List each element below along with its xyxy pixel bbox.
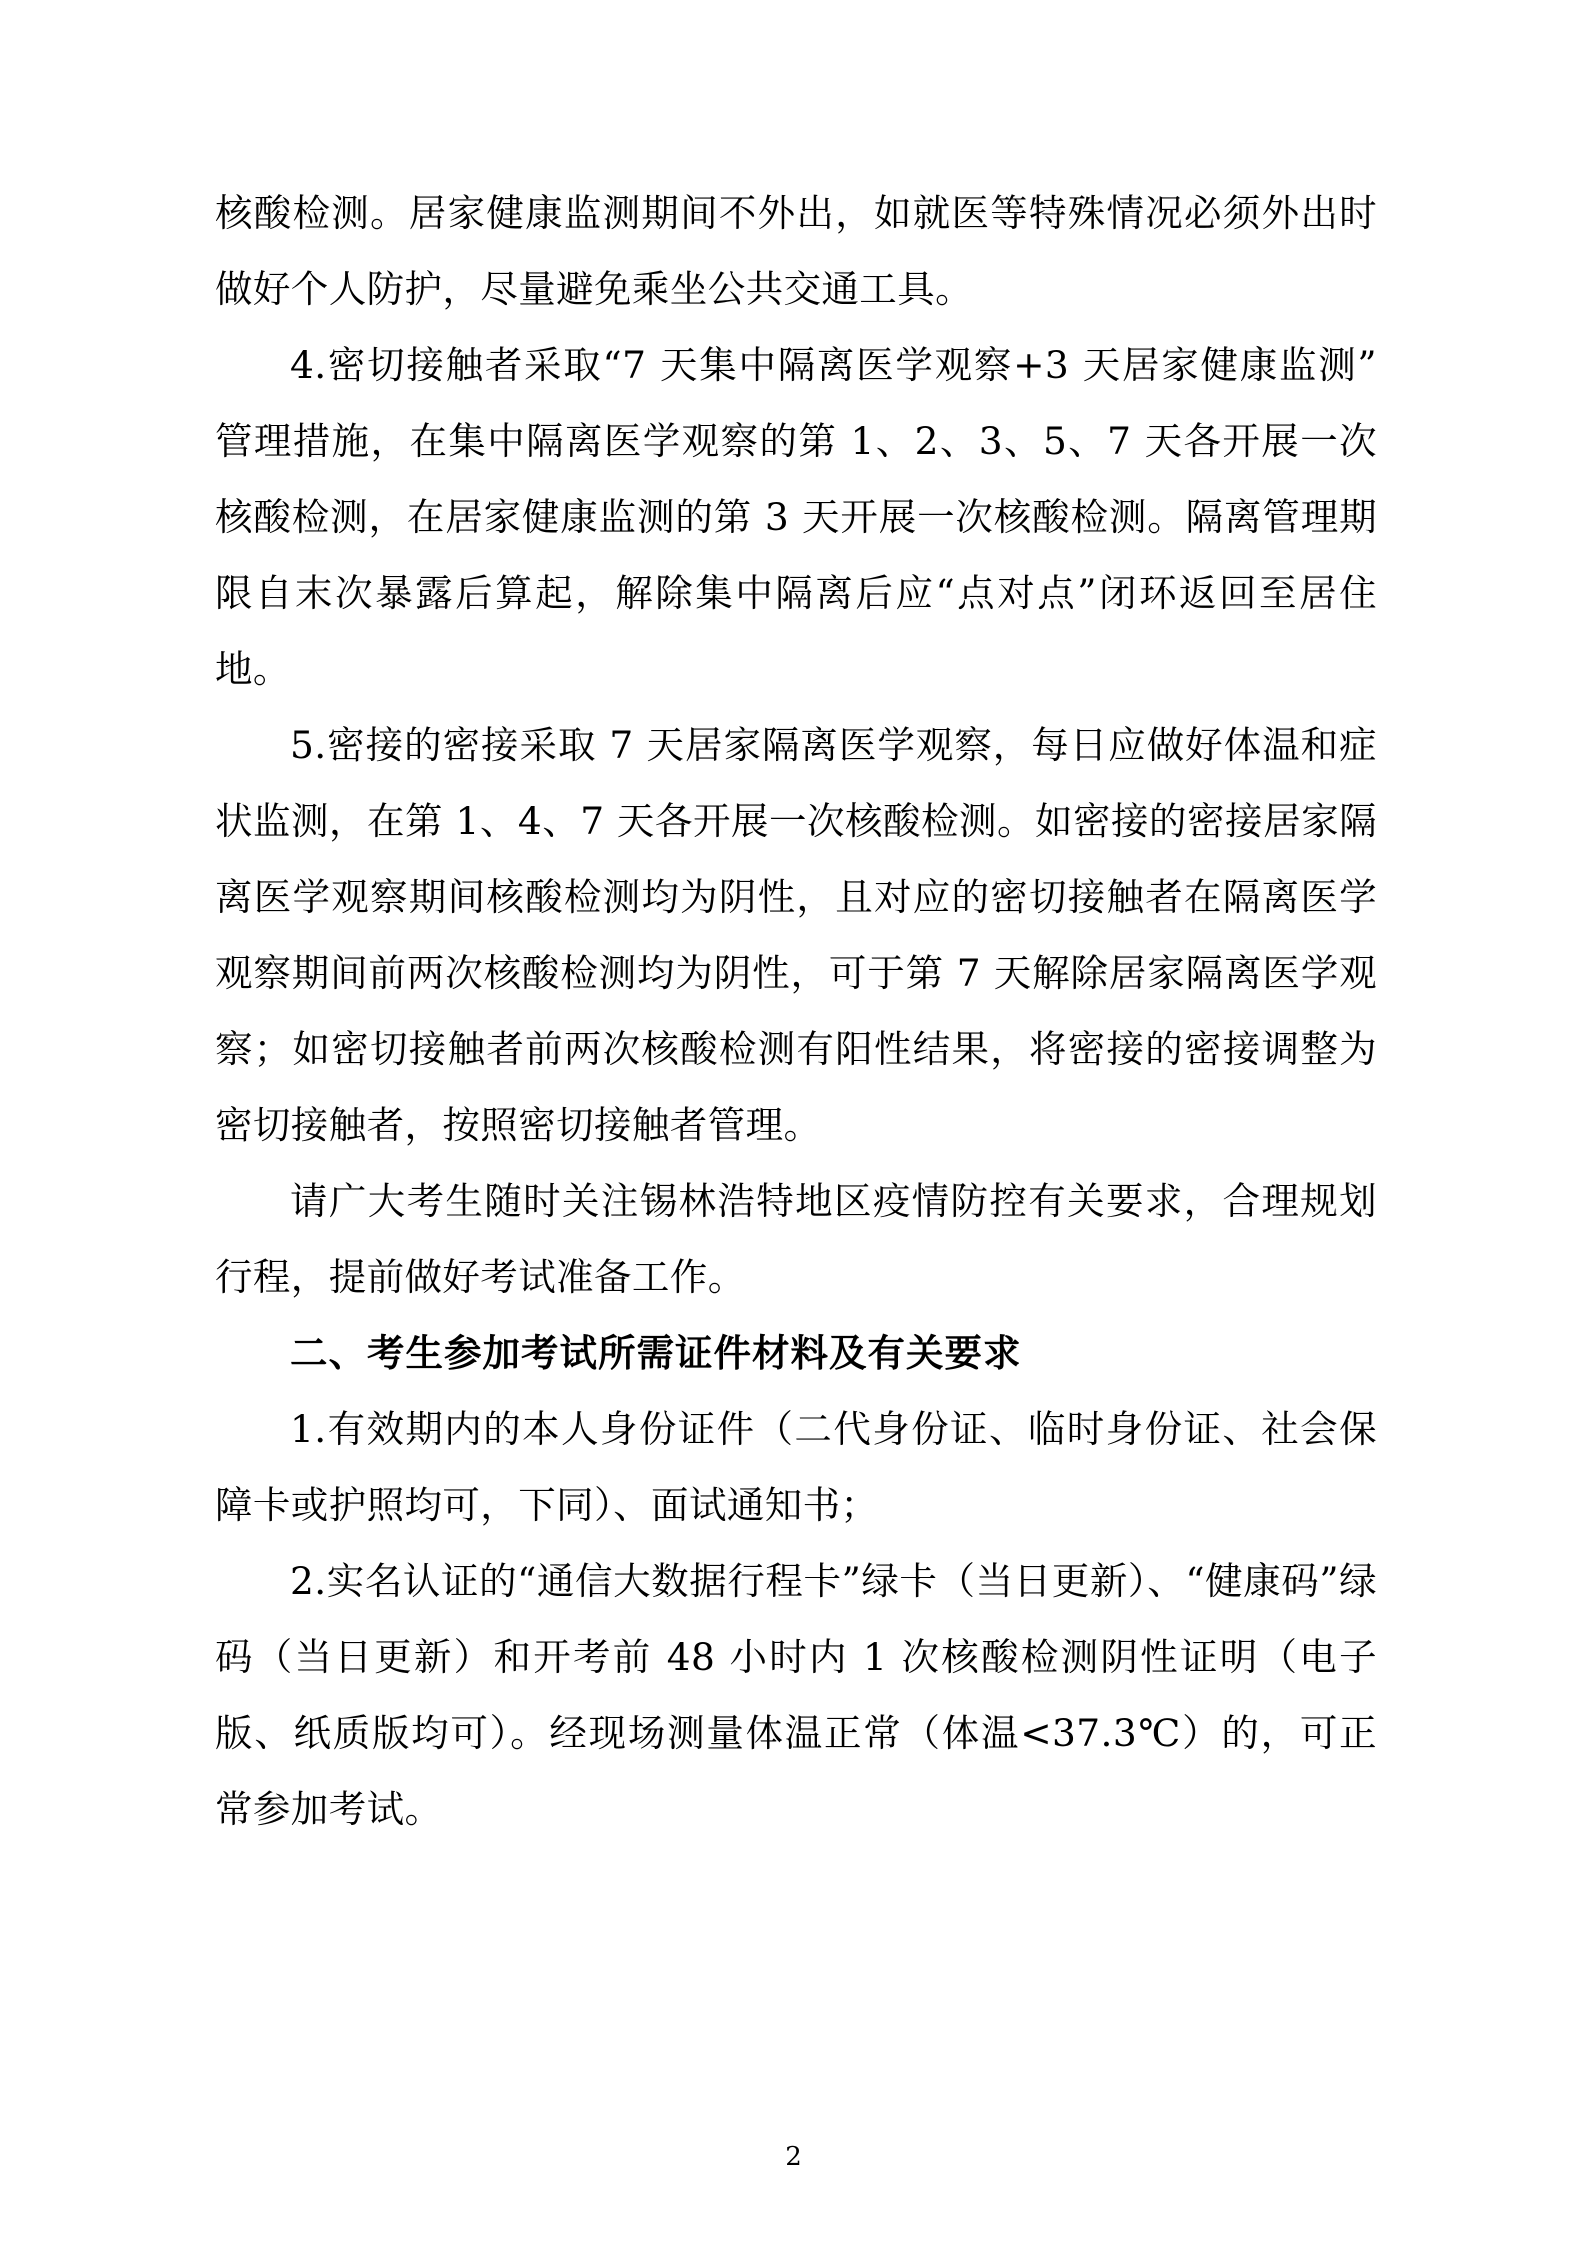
section-heading-2: 二、考生参加考试所需证件材料及有关要求	[290, 1331, 1022, 1375]
paragraph-notice: 请广大考生随时关注锡林浩特地区疫情防控有关要求，合理规划行程，提前做好考试准备工作。	[215, 1179, 1377, 1299]
page-number: 2	[785, 2142, 802, 2172]
paragraph-continued: 核酸检测。居家健康监测期间不外出，如就医等特殊情况必须外出时做好个人防护，尽量避免乘坐公共交通工具。	[215, 191, 1377, 311]
document-body	[215, 175, 1377, 1847]
paragraph-requirement-1: 1.有效期内的本人身份证件（二代身份证、临时身份证、社会保障卡或护照均可，下同）、面试通知书；	[215, 1407, 1377, 1527]
paragraph-item-5: 5.密接的密接采取 7 天居家隔离医学观察，每日应做好体温和症状监测，在第 1、4、7 天各开展一次核酸检测。如密接的密接居家隔离医学观察期间核酸检测均为阴性，且对应的密切接触者在隔离医学观察期间前两次核酸检测均为阴性，可于第 7 天解除居家隔离医学观察；如密切接触者前两次核酸检测有阳性结果，将密接的密接调整为密切接触者，按照密切接触者管理。	[215, 723, 1377, 1147]
paragraph-item-4: 4.密切接触者采取“7 天集中隔离医学观察+3 天居家健康监测”管理措施，在集中隔离医学观察的第 1、2、3、5、7 天各开展一次核酸检测，在居家健康监测的第 3 天开展一次核酸检测。隔离管理期限自末次暴露后算起，解除集中隔离后应“点对点”闭环返回至居住地。	[215, 343, 1377, 691]
paragraph-requirement-2: 2.实名认证的“通信大数据行程卡”绿卡（当日更新）、“健康码”绿码（当日更新）和开考前 48 小时内 1 次核酸检测阴性证明（电子版、纸质版均可）。经现场测量体温正常（体温<37.3℃）的，可正常参加考试。	[215, 1559, 1377, 1831]
